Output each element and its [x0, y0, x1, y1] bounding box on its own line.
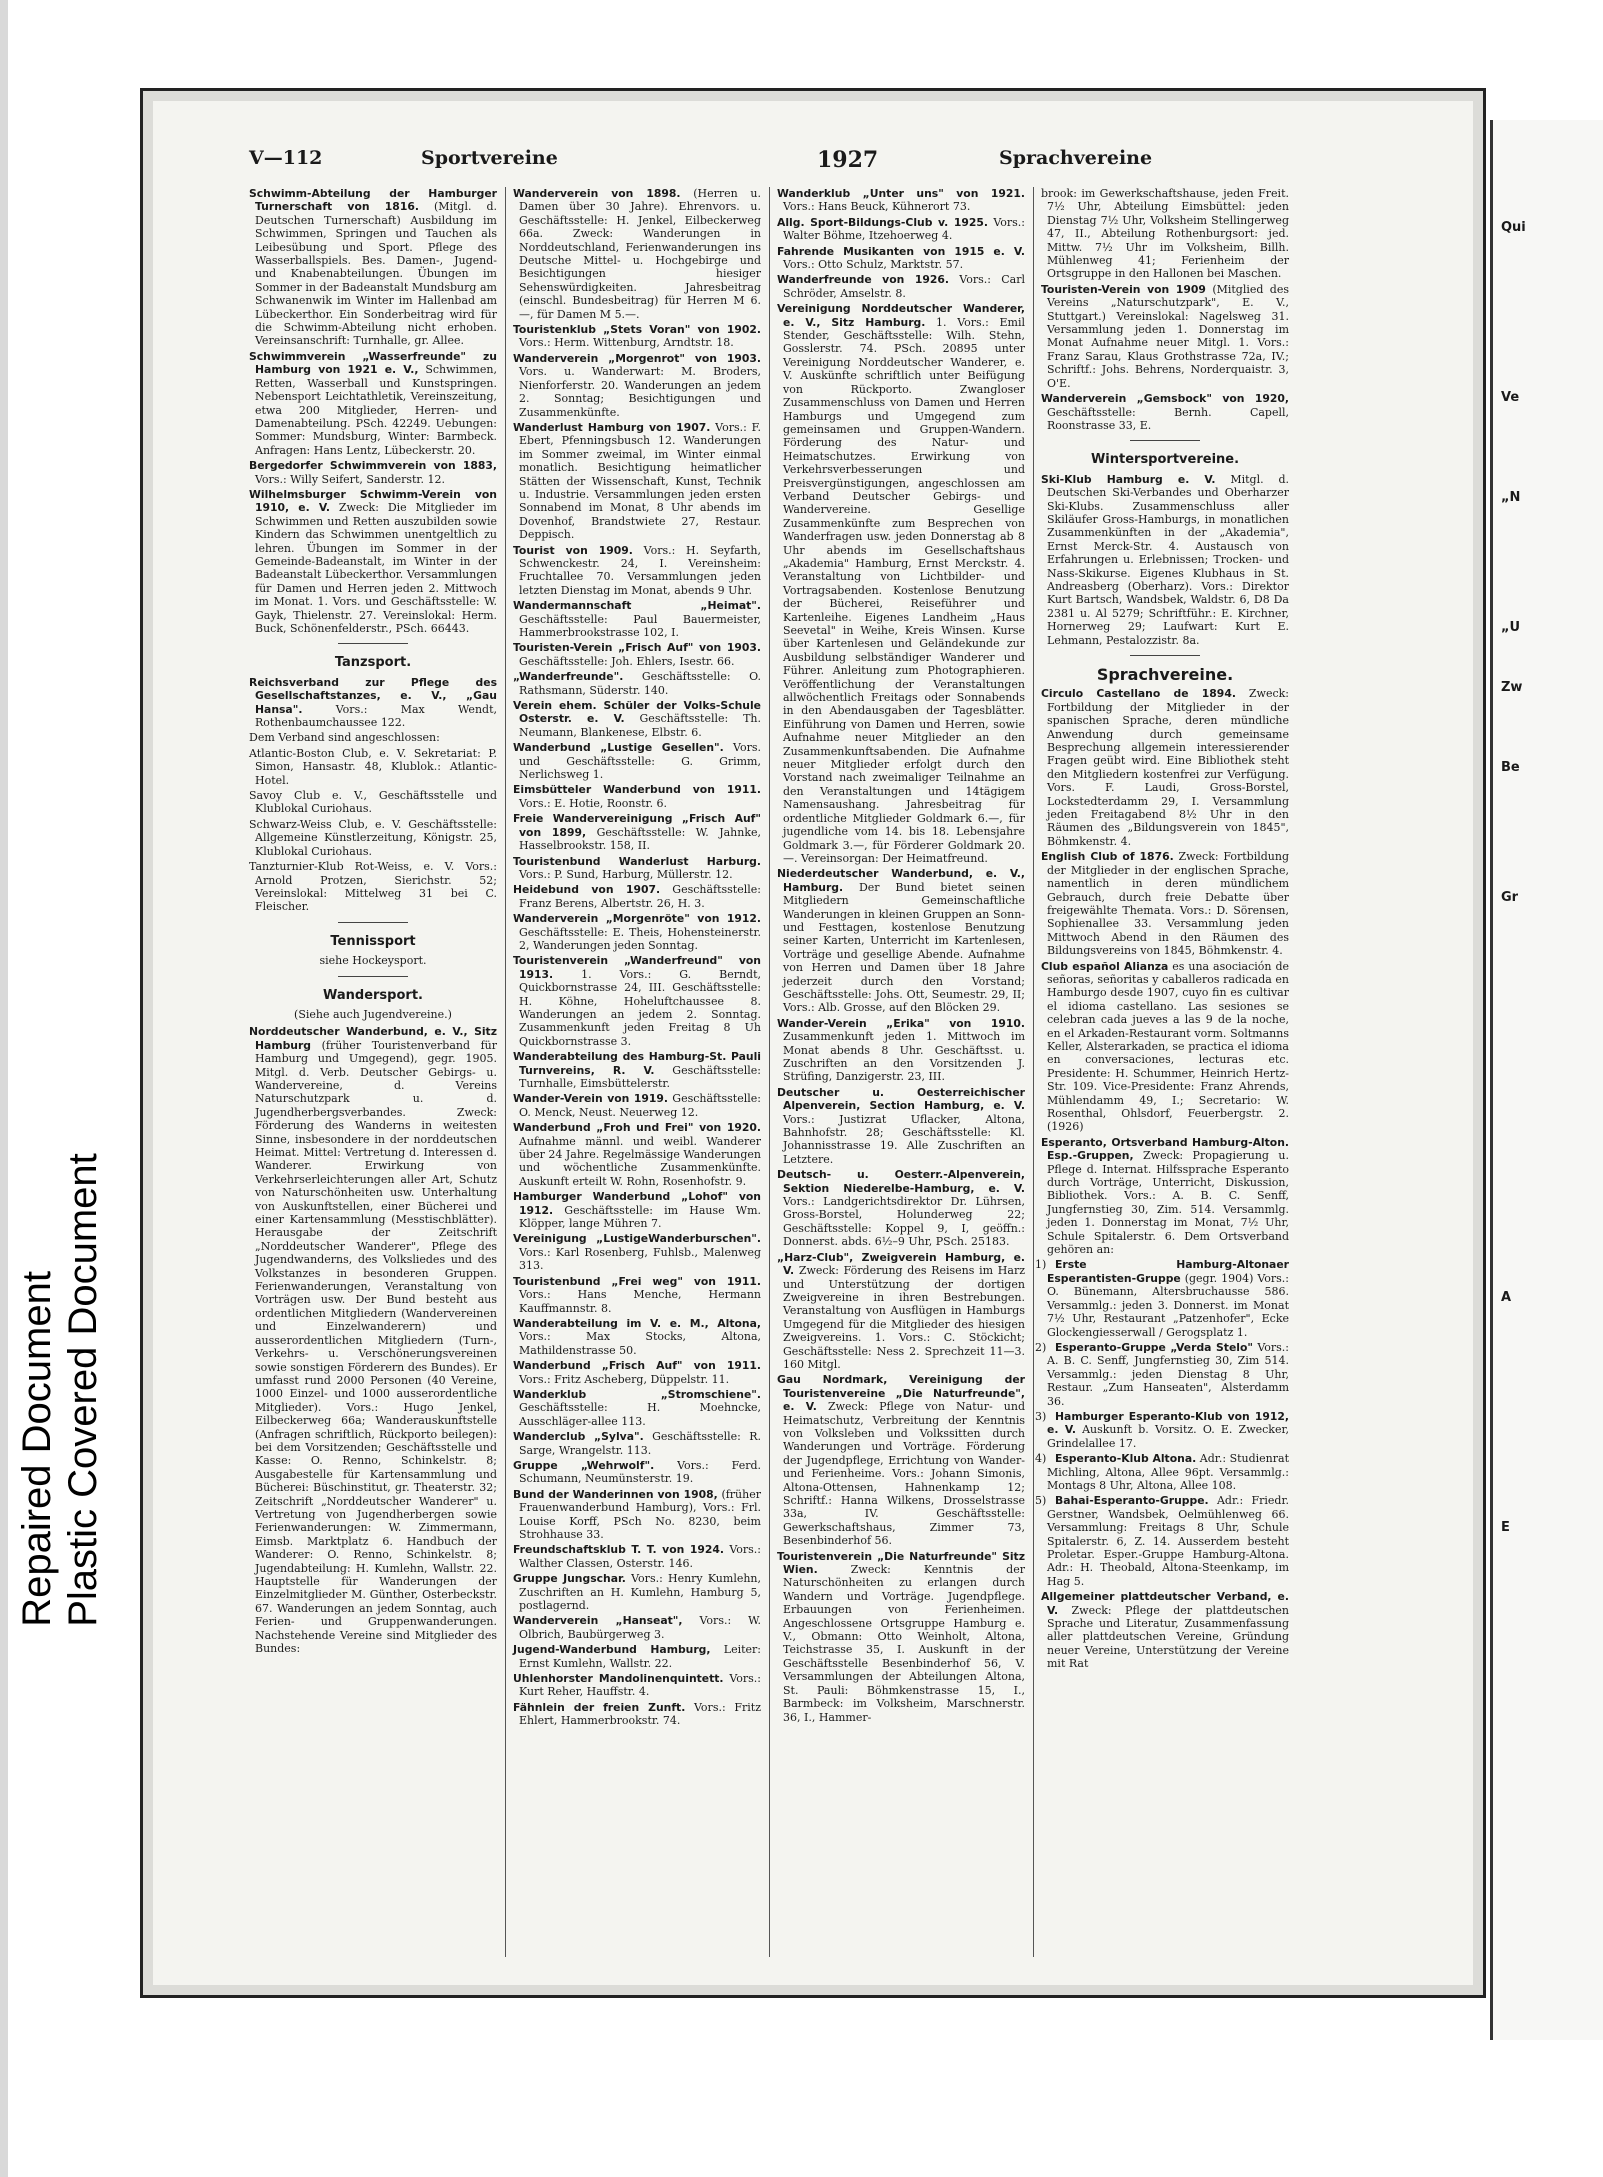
entry-heading: Eimsbütteler Wanderbund von 1911. [513, 783, 761, 797]
entry-heading: Vereinigung „LustigeWanderburschen". [513, 1232, 761, 1246]
entry-text: Zweck: Pflege der plattdeutschen Sprache und Literatur, Zusammenfassung aller plattdeutschen Vereine, Gründung neuer Vereine, Unterstützung der Vereine mit Rat [1047, 1603, 1290, 1671]
entry-heading: Wander-Verein von 1919. [513, 1092, 669, 1106]
entry-text: Vors. und Geschäftsstelle: G. Grimm, Nerlichsweg 1. [519, 741, 762, 782]
adjacent-page-fragment: „U [1501, 620, 1521, 635]
divider [1130, 440, 1200, 441]
entry-text: Der Bund bietet seinen Mitgliedern Gemeinschaftliche Wanderungen in kleinen Gruppen an Sonn- und Festtagen, kostenlose Benutzung seiner Karten, Unterricht im Kartenlesen, Vorträge und gesellige Abende. Aufnahme von Herren und Damen über 18 Jahre jederzeit durch den Vorstand; Geschäftsstelle: Johs. Ott, Seumestr. 29, II; Vors.: Alb. Grosse, auf den Blöcken 29. [783, 880, 1025, 1015]
entry [1041, 392, 1289, 432]
entry [513, 883, 761, 910]
entry [513, 1121, 761, 1188]
entry [513, 912, 761, 952]
entry-text: Geschäftsstelle: R. Sarge, Wrangelstr. 113. [519, 1430, 762, 1457]
entry-text: Geschäftsstelle: H. Moehncke, Ausschläger-allee 113. [519, 1401, 761, 1428]
entry-heading: Touristenbund „Frei weg" von 1911. [513, 1274, 761, 1288]
entry-text: Geschäftsstelle: E. Theis, Hohensteinerstr. 2, Wanderungen jeden Sonntag. [519, 925, 761, 952]
adjacent-page-fragment: Ve [1501, 390, 1520, 405]
entry-heading: Circulo Castellano de 1894. [1041, 687, 1236, 701]
entry-text: Vors.: P. Sund, Harburg, Müllerstr. 12. [519, 867, 733, 881]
entry [513, 1388, 761, 1428]
section-heading-tennissport: Tennissport [330, 933, 416, 949]
entry [513, 1614, 761, 1641]
entry-heading: Ski-Klub Hamburg e. V. [1041, 472, 1216, 486]
entry-heading: Wanderclub „Sylva". [513, 1430, 644, 1444]
entry-text: Zweck: Die Mitglieder im Schwimmen und Retten auszubilden sowie Kindern das Schwimmen unentgeltlich zu lehren. Übungen im Sommer in der Gemeinde-Badeanstalt, im Winter in der Badeanstalt Lübeckerthor. Versammlungen für Damen und Herren jeden 2. Mittwoch im Monat. 1. Vors. und Geschäftsstelle: W. Gayk, Thielenstr. 27. Vereinslokal: Herm. Buck, Schönenfelderstr., PSch. 66443. [255, 501, 497, 635]
entry-heading: Allgemeiner plattdeutscher Verband, e. V. [1041, 1590, 1289, 1617]
entry-number: 2) [1035, 1340, 1047, 1354]
entry-number: 3) [1035, 1409, 1047, 1423]
entry-text: es una asociación de señoras, señoritas y caballeros radicada en Hamburgo desde 1907, cuyo fin es cultivar el idioma castellano. Las sesiones se celebran cada jueves a las 9 de la noche, en el Arkaden-Restaurant vorm. Soltmanns Keller, Alsterarkaden, se practica el idioma en conversaciones, lecturas etc. Presidente: H. Schummer, Heinrich Hertz-Str. 109. Vice-Presidente: Franz Ahrends, Mühlendamm 49, I.; Secretario: W. Rosenthal, Ohlsdorf, Feuerbergstr. 2. (1926) [1047, 959, 1289, 1134]
entry-heading: Gau Nordmark, Vereinigung der Touristenvereine „Die Naturfreunde", e. V. [777, 1373, 1025, 1414]
entry-text: Vors.: A. B. C. Senff, Jungfernstieg 30, Zim 514. Versammlg.: jeden Dienstag 8 Uhr, Restaur. „Zum Hanseaten", Alsterdamm 36. [1047, 1340, 1290, 1408]
entry [513, 421, 761, 542]
entry-text: Vors.: Fritz Ascheberg, Düppelstr. 11. [519, 1372, 730, 1386]
adjacent-page-fragment: Be [1501, 760, 1520, 775]
entry-heading: Wanderverein „Gemsbock" von 1920, [1041, 392, 1289, 406]
cross-reference: (Siehe auch Jugendvereine.) [294, 1007, 452, 1021]
entry-heading: Esperanto-Klub Altona. [1055, 1452, 1197, 1466]
entry [1041, 687, 1289, 848]
adjacent-page-fragment: Zw [1501, 680, 1523, 695]
entry-heading: Schwimmverein „Wasserfreunde" zu Hamburg von 1921 e. V., [249, 349, 497, 377]
entry-text: Vors.: Hans Menche, Hermann Kauffmannstr. 8. [519, 1288, 761, 1315]
entry-text: Vors.: E. Hotie, Roonstr. 6. [519, 796, 668, 810]
entry [777, 1168, 1025, 1248]
entry-text: Vors. u. Wanderwart: M. Broders, Nienforferstr. 20. Wanderungen an jedem 2. Sonntag; Besichtigungen und Zusammenkünfte. [519, 365, 761, 419]
entry-intro: Dem Verband sind angeschlossen: [249, 731, 440, 745]
entry-heading: Niederdeutscher Wanderbund, e. V., Hamburg. [777, 867, 1025, 894]
entry-number: 4) [1035, 1452, 1047, 1466]
entry [777, 867, 1025, 1014]
column-3 [777, 187, 1025, 1957]
entry-heading: English Club of 1876. [1041, 850, 1174, 864]
column-rule [1033, 187, 1034, 1957]
numbered-entry [1035, 1452, 1289, 1492]
entry-heading: Schwimm-Abteilung der Hamburger Turnerschaft von 1816. [249, 187, 497, 214]
entry-text: Vors.: Willy Seifert, Sanderstr. 12. [255, 472, 445, 486]
entry-heading: Wanderverein „Morgenrot" von 1903. [513, 351, 761, 365]
entry-text: Geschäftsstelle: Th. Neumann, Blankenese, Elbstr. 6. [519, 712, 762, 739]
entry-text: Geschäftsstelle: im Hause Wm. Klöpper, lange Mühren 7. [519, 1203, 761, 1231]
entry-heading: „Wanderfreunde". [513, 670, 624, 684]
entry-text: Leiter: Ernst Kumlehn, Wallstr. 22. [519, 1643, 761, 1670]
entry-heading: Wanderklub „Unter uns" von 1921. [777, 187, 1025, 200]
entry [513, 1672, 761, 1699]
numbered-entry [1035, 1409, 1290, 1450]
text-columns [249, 187, 1299, 1957]
entry-heading: „Harz-Club", Zweigverein Hamburg, e. V. [777, 1250, 1025, 1278]
entry-text: Geschäftsstelle: Franz Berens, Albertstr. 26, H. 3. [519, 883, 761, 910]
entry-heading: Bahai-Esperanto-Gruppe. [1055, 1494, 1209, 1508]
entry-heading: Hamburger Esperanto-Klub von 1912, e. V. [1047, 1409, 1289, 1437]
entry-heading: Deutscher u. Oesterreichischer Alpenverein, Section Hamburg, e. V. [777, 1085, 1025, 1113]
entry-heading: Touristenverein „Die Naturfreunde" Sitz Wien. [777, 1549, 1025, 1577]
entry-heading: Allg. Sport-Bildungs-Club v. 1925. [777, 215, 989, 229]
entry-text: Adr.: Studienrat Michling, Altona, Allee 96pt. Versammlg.: Montags 8 Uhr, Altona, Allee 108. [1047, 1452, 1289, 1492]
entry [513, 1275, 761, 1315]
entry-text: Vors.: Landgerichtsdirektor Dr. Lührsen, Gross-Borstel, Holunderweg 22; Geschäftsstelle: Koppel 9, I, geöffn.: Donnerst. abds. 6½–9 Uhr, PSch. 25183. [783, 1195, 1025, 1249]
entry-text: Vors.: Kurt Reher, Hauffstr. 4. [519, 1672, 761, 1699]
numbered-entry [1035, 1494, 1289, 1588]
entry-heading: Wanderbund „Froh und Frei" von 1920. [513, 1121, 761, 1135]
entry-text: Vors.: Otto Schulz, Marktstr. 57. [783, 258, 964, 272]
entry [513, 1232, 761, 1272]
entry-text: Geschäftsstelle: W. Jahnke, Hasselbrookstr. 158, II. [519, 825, 762, 853]
member-club: Savoy Club e. V., Geschäftsstelle und Klublokal Curiohaus. [249, 789, 497, 816]
entry [1041, 473, 1289, 647]
entry [249, 1025, 497, 1655]
column-1 [249, 187, 497, 1957]
entry-text: Zusammenkunft jeden 1. Mittwoch im Monat abends 8 Uhr. Geschäftsst. u. Zuschriften an den Vorsitzenden J. Strüfing, Danzigerstr. 23, III. [783, 1030, 1025, 1084]
column-2 [513, 187, 761, 1957]
entry-heading: Freie Wandervereinigung „Frisch Auf" von 1899, [513, 812, 761, 839]
adjacent-page-edge [1490, 120, 1603, 2040]
entry-text: Vors.: Walter Böhme, Itzehoerweg 4. [783, 215, 1025, 243]
entry-text: Vors.: F. Ebert, Pfenningsbusch 12. Wanderungen im Sommer zweimal, im Winter einmal monatlich. Besichtigung heimatlicher Stätten der Wissenschaft, Kunst, Technik u. Industrie. Versammlungen jeden ersten Sonnabend im Monat, 8 Uhr abends im Dovenhof, Brandstwiete 27, Restaur. Deppisch. [519, 420, 762, 542]
entry [513, 783, 761, 810]
entry-text: Vors.: Fritz Ehlert, Hammerbrookstr. 74. [519, 1700, 761, 1728]
entry [777, 1017, 1025, 1084]
entry-text: Geschäftsstelle: Bernh. Capell, Roonstrasse 33, E. [1047, 405, 1289, 432]
column-4 [1035, 187, 1290, 1957]
entry [249, 187, 497, 348]
entry-text: Vors.: Justizrat Uflacker, Altona, Bahnhofstr. 28; Geschäftsstelle: Kl. Johannisstrasse 19. Alle Zuschriften an Letztere. [783, 1112, 1025, 1166]
entry-text: Mitgl. d. Deutschen Ski-Verbandes und Oberharzer Ski-Klubs. Zusammenschluss aller Skiläufer Gross-Hamburgs, in monatlichen Zusammenkünften in der „Akademia", Ernst Merck-Str. 4. Austausch von Erfahrungen u. Erlebnissen; Trocken- und Nass-Skikurse. Eigenes Klubhaus in St. Andreasberg (Oberharz). Vors.: Direktor Kurt Bartsch, Wandsbek, Waldstr. 6, D8 Da 2381 u. Al 5279; Schriftführ.: E. Kirchner, Hornerweg 29; Laufwart: Kurt E. Lehmann, Pestalozzistr. 8a. [1047, 472, 1290, 647]
running-head-right: Sprachvereine [999, 147, 1153, 169]
entry [249, 676, 497, 730]
entry [513, 1488, 761, 1542]
running-head-year: 1927 [817, 147, 879, 173]
entry-heading: Touristenbund Wanderlust Harburg. [513, 854, 761, 868]
entry [777, 1086, 1025, 1166]
section-heading-sprachvereine: Sprachvereine. [1096, 665, 1234, 684]
entry-heading: Bergedorfer Schwimmverein von 1883, [249, 459, 497, 473]
entry-text: Zweck: Pflege von Natur- und Heimatschutz, Verbreitung der Kenntnis von Volksleben und Volkssitten durch Wanderungen und Vorträge. Förderung der Jugendpflege, Errichtung von Wander- und Ferienheime. Vors.: Johann Simonis, Altona-Ottensen, Hahnenkamp 12; Schriftf.: Hanna Wilkens, Drosselstrasse 33a, IV. Geschäftsstelle: Gewerkschaftshaus, Zimmer 73, Besenbinderhof 56. [783, 1400, 1025, 1548]
side-label [0, 1000, 120, 1780]
entry [777, 245, 1025, 272]
entry-text: Schwimmen, Retten, Wasserball und Kunstspringen. Nebensport Leichtathletik, Vereinszeitung, etwa 200 Mitglieder, Herren- und Damenabteilung. PSch. 42249. Uebungen: Sommer: Mundsburg, Winter: Barmbeck. Anfragen: Hans Lentz, Lübeckerstr. 20. [255, 363, 497, 457]
numbered-entry [1035, 1340, 1290, 1408]
entry-text: Zweck: Propagierung u. Pflege d. Internat. Hilfssprache Esperanto durch Vorträge, Unterricht, Diskussion, Bibliothek. Vors.: A. B. C. Senff, Jungfernstieg 30, Zim. 514. Versammlg. jeden 1. Donnerstag im Monat, 7½ Uhr, Schule Spitalerstr. 6. Dem Ortsverband gehören an: [1047, 1149, 1289, 1257]
entry [777, 1251, 1025, 1372]
entry-heading: Touristen-Verein „Frisch Auf" von 1903. [513, 641, 761, 655]
entry-heading: Reichsverband zur Pflege des Gesellschaftstanzes, e. V., „Gau Hansa". [249, 675, 497, 716]
entry-text: Geschäftsstelle: Paul Bauermeister, Hammerbrookstrasse 102, I. [519, 612, 761, 639]
entry-continued: brook: im Gewerkschaftshause, jeden Freit. 7½ Uhr, Abteilung Eimsbüttel: jeden Dienstag 7½ Uhr, Volksheim Stellingerweg 47, II., Abteilung Rothenburgsort: jed. Mittw. 7½ Uhr im Volksheim, Billh. Mühlenweg 41; Ferienheim der Ortsgruppe in den Hallonen bei Maschen. [1041, 187, 1289, 281]
entry-heading: Wanderverein von 1898. [513, 187, 681, 200]
entry-heading: Fahrende Musikanten von 1915 e. V. [777, 244, 1025, 258]
entry-text: Vors.: Carl Schröder, Amselstr. 8. [783, 273, 1025, 300]
entry [777, 273, 1025, 300]
page-paper [153, 101, 1473, 1985]
entry-heading: Esperanto-Gruppe „Verda Stelo" [1055, 1340, 1254, 1354]
adjacent-page-fragment: E [1501, 1520, 1510, 1535]
entry-text: Geschäftsstelle: Turnhalle, Eimsbüttelerstr. [519, 1063, 762, 1090]
entry [777, 302, 1025, 865]
entry [513, 954, 761, 1048]
entry [513, 1459, 761, 1486]
page-number: V—112 [249, 147, 323, 169]
entry-heading: Vereinigung Norddeutscher Wanderer, e. V., Sitz Hamburg. [777, 302, 1025, 329]
entry-text: 1. Vors.: G. Berndt, Quickbornstrasse 24, III. Geschäftsstelle: H. Köhne, Hoheluftchaussee 8. Wanderungen an jedem 2. Sonntag. Zusammenkunft jeden Freitag 8 Uh Quickbornstrasse 3. [519, 967, 762, 1048]
entry [777, 187, 1025, 214]
entry-text: (Mitgl. d. Deutschen Turnerschaft) Ausbildung im Schwimmen, Springen und Tauchen als Leibesübung und Sport. Pflege des Wasserballspiels. Bes. Damen-, Jugend- und Knabenabteilungen. Übungen im Sommer in der Badeanstalt Mundsburg am Schwanenwik im Winter im Hallenbad am Lübeckerthor. Ein Sonderbeitrag wird für die Schwimm-Abteilung nicht erhoben. Vereinsanschrift: Turnhalle, gr. Allee. [255, 200, 497, 348]
cross-reference: siehe Hockeysport. [319, 954, 427, 968]
entry [513, 812, 761, 852]
entry [513, 599, 761, 639]
entry [513, 855, 761, 882]
entry-text: Vors.: Walther Classen, Osterstr. 146. [519, 1543, 762, 1570]
entry-text: Zweck: Kenntnis der Naturschönheiten zu erlangen durch Wandern und Vorträge. Jugendpflege. Erbauungen von Ferienheimen. Angeschlossene Ortsgruppe Hamburg e. V., Obmann: Otto Weinholt, Altona, Teichstrasse 35, I. Auskunft in der Geschäftsstelle Besenbinderhof 56, V. Versammlungen der Abteilungen Altona, St. Pauli: Böhmkenstrasse 15, I., Barmbeck: im Volksheim, Marschnerstr. 36, I., Hammer- [783, 1563, 1025, 1724]
entry-text: Aufnahme männl. und weibl. Wanderer über 24 Jahre. Regelmässige Wanderungen und wöchentliche Zusammenkünfte. Auskunft erteilt W. Rohn, Rosenhofstr. 9. [519, 1134, 762, 1188]
entry-text: 1. Vors.: Emil Stender, Geschäftsstelle: Wilh. Stehn, Gosslerstr. 74. PSch. 20895 unter Vereinigung Norddeutscher Wanderer, e. V. Auskünfte schriftlich unter Beifügung von Rückporto. Zwangloser Zusammenschluss von Damen und Herren Hamburgs und Umgegend zum gemeinsamen und Gruppen-Wandern. Förderung des Natur- und Heimatschutzes. Erwirkung von Verkehrsverbesserungen und Preisvergünstigungen, angeschlossen am Verband Deutscher Gebirgs- und Wandervereine. Gesellige Zusammenkünfte zum Besprechen von Wanderfragen usw. jeden Donnerstag ab 8 Uhr abends im Gesellschaftshaus „Akademia" Hamburg, Ernst Merckstr. 4. Veranstaltung von Lichtbilder- und Vortragsabenden. Kostenlose Benutzung der Bücherei, Reiseführer und Kartenleihe. Eigenes Landheim „Haus Seevetal" in Weihe, Kreis Winsen. Kurse über Kartenlesen und Geländekunde zur Ausbildung selbständiger Wanderer und Führer. Anleitung zum Photographieren. Veröffentlichung der Veranstaltungen allwöchentlich Freitags oder Sonnabends in den Abendausgaben der Tagesblätter. Einführung von Damen und Herren, sowie Aufnahme neuer Mitglieder an den Zusammenkunftsabenden. Die Aufnahme neuer Mitglieder erfolgt durch den Vorstand nach zweimaliger Teilnahme an den Veranstaltungen und 14tägigem Namensaushang. Jahresbeitrag für ordentliche Mitglieder Goldmark 6.—, für jugendliche vom 14. bis 18. Lebensjahre Goldmark 3.—, für Förderer Goldmark 20.—. Vereinsorgan: Der Heimatfreund. [783, 315, 1025, 865]
entry-heading: Esperanto, Ortsverband Hamburg-Alton. Esp.-Gruppen, [1041, 1135, 1289, 1163]
entry-text: (früher Frauenwanderbund Hamburg), Vors.: Frl. Louise Korff, PSch No. 8230, beim Strohhause 33. [519, 1487, 761, 1541]
entry [513, 670, 761, 697]
side-label-line2: Plastic Covered Document [61, 1153, 105, 1627]
entry [513, 544, 761, 598]
side-label-line1: Repaired Document [15, 1271, 59, 1627]
entry-heading: Touristenverein „Wanderfreund" von 1913. [513, 954, 761, 981]
entry [513, 1050, 761, 1090]
column-rule [505, 187, 506, 1957]
entry-text: Vors.: Ferd. Schumann, Neumünsterstr. 19. [519, 1458, 762, 1486]
entry [249, 350, 497, 457]
running-head-left: Sportvereine [421, 147, 558, 169]
adjacent-page-fragment: Qui [1501, 220, 1526, 235]
entry [249, 488, 497, 635]
section-heading-tanzsport: Tanzsport. [334, 655, 412, 671]
entry-heading: Wander-Verein „Erika" von 1910. [777, 1016, 1025, 1030]
section-heading-wintersport: Wintersportvereine. [1090, 452, 1240, 468]
entry-text: Vors.: Karl Rosenberg, Fuhlsb., Malenweg 313. [519, 1245, 761, 1273]
entry-heading: Jugend-Wanderbund Hamburg, [513, 1643, 711, 1657]
entry [513, 1092, 761, 1119]
entry-heading: Fähnlein der freien Zunft. [513, 1700, 686, 1714]
entry-text: Vors.: Max Wendt, Rothenbaumchaussee 122. [255, 702, 497, 730]
entry [777, 1550, 1025, 1724]
running-head [249, 147, 1279, 177]
member-club: Atlantic-Boston Club, e. V. Sekretariat: P. Simon, Hansastr. 48, Klublok.: Atlantic-Hotel. [249, 746, 497, 787]
entry-heading: Wanderverein „Morgenröte" von 1912. [513, 912, 761, 926]
entry-text: Geschäftsstelle: Joh. Ehlers, Isestr. 66. [519, 654, 735, 668]
entry-heading: Gruppe Jungschar. [513, 1572, 626, 1586]
entry [249, 459, 497, 486]
entry [513, 1643, 761, 1670]
entry-text: (gegr. 1904) Vors.: O. Bünemann, Altersbruchausse 586. Versammlg.: jeden 3. Donnerst. im Monat 7½ Uhr, Restaurant „Patzenhofer", Ecke Glockengiesserwall / Gerogsplatz 1. [1047, 1271, 1290, 1339]
entry-heading: Hamburger Wanderbund „Lohof" von 1912. [513, 1190, 761, 1217]
adjacent-page-fragment: Gr [1501, 890, 1519, 905]
divider [338, 976, 408, 977]
entry-heading: Wanderabteilung im V. e. M., Altona, [513, 1316, 761, 1330]
entry-heading: Wanderfreunde von 1926. [777, 273, 950, 287]
entry-heading: Uhlenhorster Mandolinenquintett. [513, 1672, 724, 1686]
adjacent-page-fragment: „N [1501, 490, 1521, 505]
entry [513, 1359, 761, 1386]
numbered-entry [1035, 1258, 1290, 1339]
entry-text: Vors.: W. Olbrich, Baubürgerweg 3. [519, 1614, 762, 1641]
entry [1041, 1136, 1289, 1257]
column-rule [769, 187, 770, 1957]
entry [1041, 960, 1289, 1134]
entry [513, 323, 761, 350]
entry-text: Vors.: Max Stocks, Altona, Mathildenstrasse 50. [519, 1330, 761, 1357]
entry-text: Geschäftsstelle: O. Menck, Neust. Neuerweg 12. [519, 1092, 761, 1119]
entry-heading: Wanderbund „Lustige Gesellen". [513, 741, 724, 755]
divider [338, 922, 408, 923]
entry-heading: Norddeutscher Wanderbund, e. V., Sitz Hamburg [249, 1025, 497, 1052]
entry-heading: Wanderklub „Stromschiene". [513, 1387, 761, 1401]
entry-heading: Deutsch- u. Oesterr.-Alpenverein, Sektion Niederelbe-Hamburg, e. V. [777, 1168, 1025, 1195]
entry-number: 1) [1035, 1258, 1047, 1272]
entry-heading: Wanderverein „Hanseat", [513, 1614, 683, 1628]
entry-heading: Wanderlust Hamburg von 1907. [513, 420, 711, 434]
divider [1130, 655, 1200, 656]
entry [513, 741, 761, 781]
entry-text: (früher Touristenverband für Hamburg und Umgegend), gegr. 1905. Mitgl. d. Verb. Deutscher Gebirgs- u. Wandervereine, d. Vereins Naturschutzpark u. d. Jugendherbergsverbandes. Zweck: Förderung des Wanderns in weitesten Sinne, insbesondere in der norddeutschen Heimat. Mittel: Vertretung d. Interessen d. Wanderer. Erwirkung von Verkehrserleichterungen aller Art, Schutz von Naturschönheiten usw. Unterhaltung von Auskunftstellen, einer Bücherei und einer Kartensammlung (Messtischblätter). Herausgabe der Zeitschrift „Norddeutscher Wanderer", Pflege des Jugendwanderns, des Volksliedes und des Volkstanzes in besonderen Gruppen. Ferienwanderungen, Veranstaltung von Vorträgen usw. Der Bund besteht aus ordentlichen Mitgliedern (Wandervereinen und Einzelwanderern) und ausserordentlichen Mitgliedern (Turn-, Verkehrs- u. Verschönerungsvereinen sowie sonstigen Förderern des Bundes). Er umfasst rund 2000 Personen (40 Vereine, 1000 Einzel- und 1000 ausserordentliche Mitglieder). Vors.: Hugo Jenkel, Eilbeckerweg 66a; Wanderauskunftstelle (Anfragen schriftlich, Rückporto beilegen): bei dem Vorsitzenden; Geschäftsstelle und Kasse: O. Renno, Schinkelstr. 8; Ausgabestelle für Kartensammlung und Bücherei: Büschinstitut, gr. Theaterstr. 32; Zeitschrift „Norddeutscher Wanderer" u. Vertretung von Jugendherbergen sowie Ferienwanderungen: W. Zimmermann, Eimsb. Marktplatz 6. Handbuch der Wanderer: O. Renno, Schinkelstr. 8; Jugendabteilung: H. Kumlehn, Wallstr. 22. Hauptstelle für Wanderungen der Einzelmitglieder M. Günther, Osterbeckstr. 67. Wanderungen an jedem Sonntag, auch Ferien- und Gruppenwanderungen. Nachstehende Vereine sind Mitglieder des Bundes: [255, 1038, 497, 1656]
adjacent-page-fragment: A [1501, 1290, 1512, 1305]
entry [513, 1572, 761, 1612]
entry [777, 1373, 1025, 1547]
entry-text: Vors.: Henry Kumlehn, Zuschriften an H. Kumlehn, Hamburg 5, postlagernd. [519, 1572, 762, 1613]
entry-heading: Heidebund von 1907. [513, 883, 661, 897]
entry-text: (Herren u. Damen über 30 Jahre). Ehrenvors. u. Geschäftsstelle: H. Jenkel, Eilbeckerweg 66a. Zweck: Wanderungen in Norddeutschland, Ferienwanderungen ins Deutsche Mittel- u. Hochgebirge und Besichtigungen hiesiger Sehenswürdigkeiten. Jahresbeitrag (einschl. Bundesbeitrag) für Herren M 6.—, für Damen M 5.—. [519, 187, 761, 321]
entry-text: Auskunft b. Vorsitz. O. E. Zwecker, Grindelallee 17. [1047, 1423, 1290, 1450]
entry-heading: Club español Alianza [1041, 959, 1169, 973]
entry-heading: Touristen-Verein von 1909 [1041, 282, 1206, 296]
entry-heading: Wandermannschaft „Heimat". [513, 599, 761, 613]
entry [1041, 283, 1289, 390]
entry-heading: Tourist von 1909. [513, 543, 633, 557]
entry [1041, 1590, 1289, 1670]
entry [513, 1430, 761, 1457]
entry-text: Vors.: Herm. Wittenburg, Arndtstr. 18. [519, 336, 734, 350]
section-heading-wandersport: Wandersport. [323, 987, 423, 1003]
entry-text: Adr.: Friedr. Gerstner, Wandsbek, Oelmühlenweg 66. Versammlung: Freitags 8 Uhr, Schule Spitalerstr. 6, Z. 14. Ausserdem besteht Proletar. Esper.-Gruppe Hamburg-Altona. Adr.: H. Theobald, Altona-Steenkamp, im Hag 5. [1047, 1494, 1289, 1588]
entry [513, 187, 761, 321]
entry [1041, 850, 1289, 957]
entry [513, 1190, 761, 1230]
member-club: Tanzturnier-Klub Rot-Weiss, e. V. Vors.: Arnold Protzen, Sierichstr. 52; Vereinslokal: Mittelweg 31 bei C. Fleischer. [249, 860, 497, 914]
entry-heading: Bund der Wanderinnen von 1908, [513, 1487, 718, 1501]
entry-text: Zweck: Fortbildung der Mitglieder in der englischen Sprache, namentlich in deren mündlichem Gebrauch, durch freie Debatte über freigewählte Themata. Vors.: D. Sörensen, Sophienallee 33. Versammlung jeden Mittwoch Abend in den Räumen des Bildungsvereins von 1845, Böhmkenstr. 4. [1047, 850, 1289, 958]
entry-text: (Mitglied des Vereins „Naturschutzpark", E. V., Stuttgart.) Vereinslokal: Nagelsweg 31. Versammlung jeden 1. Donnerstag im Monat Aufnahme neuer Mitgl. 1. Vors.: Franz Sarau, Klaus Grothstrasse 72a, IV.; Schriftf.: Johs. Behrens, Norderquaistr. 3, O'E. [1047, 282, 1289, 390]
entry-number: 5) [1035, 1494, 1047, 1508]
entry [513, 1701, 761, 1728]
entry-text: Vors.: Hans Beuck, Kühnerort 73. [783, 200, 971, 214]
entry [513, 699, 761, 739]
entry-heading: Gruppe „Wehrwolf". [513, 1458, 655, 1472]
entry [777, 216, 1025, 243]
divider [338, 643, 408, 644]
entry-heading: Freundschaftsklub T. T. von 1924. [513, 1543, 725, 1557]
entry-text: Zweck: Fortbildung der Mitglieder in der spanischen Sprache, deren mündliche Anwendung durch gemeinsame Besprechung allgemein interessierender Fragen geübt wird. Eine Bibliothek steht den Mitgliedern kostenfrei zur Verfügung. Vors. F. Laudi, Gross-Borstel, Lockstedterdamm 29, I. Versammlung jeden Freitagabend 8½ Uhr in den Räumen des „Bildungsverein von 1845", Böhmkenstr. 4. [1047, 687, 1290, 848]
entry-heading: Verein ehem. Schüler der Volks-Schule Osterstr. e. V. [513, 699, 761, 726]
entry-text: Geschäftsstelle: O. Rathsmann, Süderstr. 140. [519, 670, 762, 697]
entry-heading: Erste Hamburg-Altonaer Esperantisten-Gruppe [1047, 1258, 1289, 1285]
entry-heading: Touristenklub „Stets Voran" von 1902. [513, 323, 761, 337]
member-club: Schwarz-Weiss Club, e. V. Geschäftsstelle: Allgemeine Künstlerzeitung, Königstr. 25, Klublokal Curiohaus. [249, 817, 497, 858]
entry-text: Zweck: Förderung des Reisens im Harz und Unterstützung der dortigen Zweigvereine in ihren Bestrebungen. Veranstaltung von Ausflügen in Hamburgs Umgegend für die Mitglieder des hiesigen Zweigvereins. 1. Vors.: C. Stöckicht; Geschäftsstelle: Ness 2. Sprechzeit 11—3. 160 Mitgl. [783, 1264, 1026, 1371]
entry [513, 1543, 761, 1570]
entry-heading: Wanderabteilung des Hamburg-St. Pauli Turnvereins, R. V. [513, 1050, 761, 1077]
entry-heading: Wanderbund „Frisch Auf" von 1911. [513, 1359, 761, 1373]
entry-text: Vors.: H. Seyfarth, Schwenckestr. 24, I. Vereinsheim: Fruchtallee 70. Versammlungen jeden letzten Dienstag im Monat, abends 9 Uhr. [519, 543, 762, 597]
side-label-text [14, 1153, 106, 1627]
entry-heading: Wilhelmsburger Schwimm-Verein von 1910, e. V. [249, 487, 497, 515]
entry [513, 1317, 761, 1357]
entry [513, 352, 761, 419]
entry [513, 641, 761, 668]
scanned-page [140, 88, 1486, 1998]
